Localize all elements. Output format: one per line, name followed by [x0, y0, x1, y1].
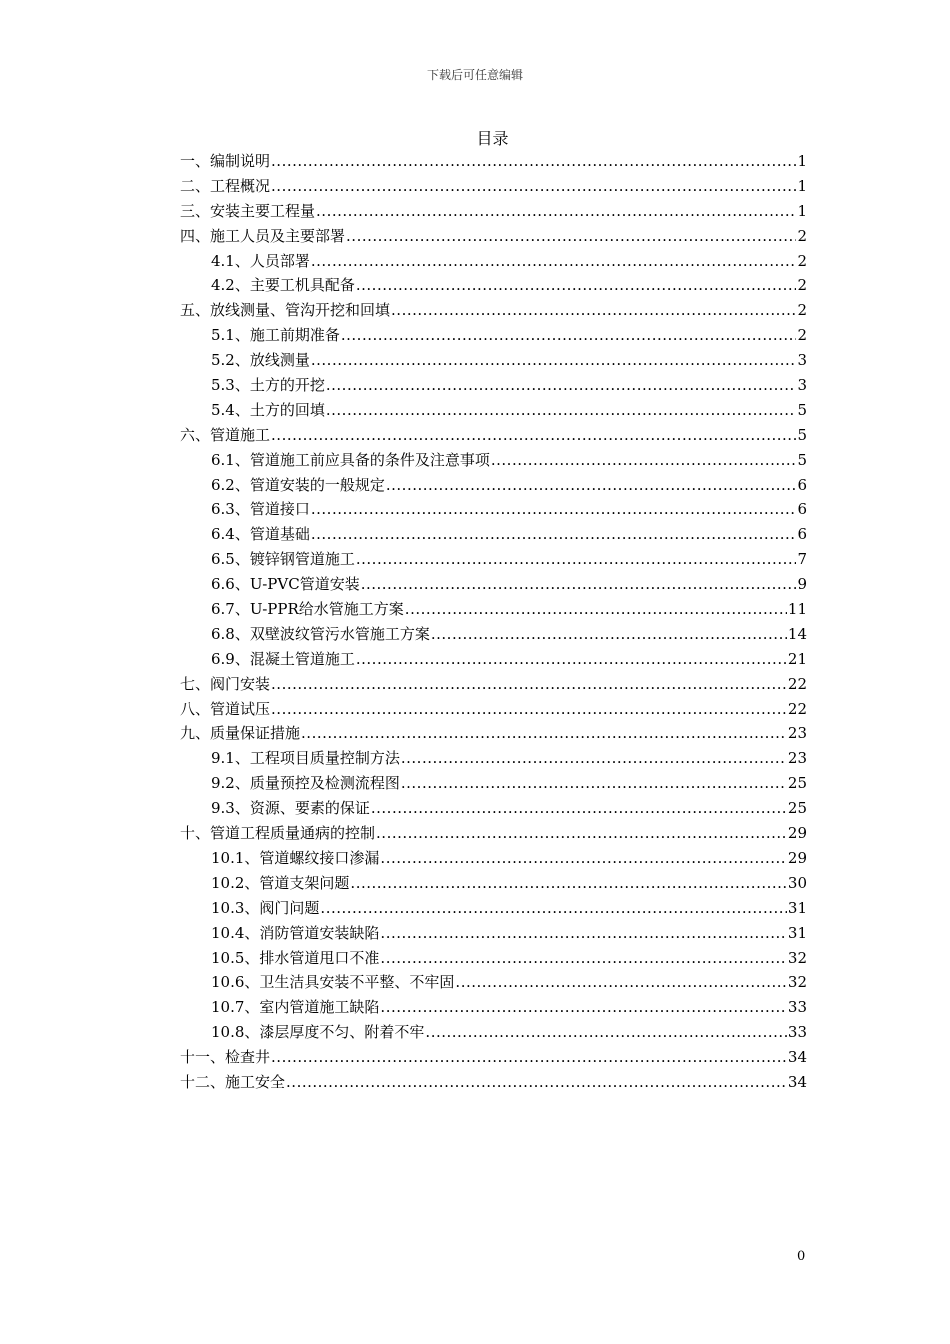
dot-leader: [380, 946, 786, 971]
toc-entry-page: 11: [787, 600, 807, 619]
toc-entry-number: 5.2、: [211, 351, 250, 370]
toc-entry-label: U-PVC管道安装: [249, 575, 360, 594]
dot-leader: [271, 672, 787, 697]
toc-entry[interactable]: [180, 597, 807, 622]
toc-entry[interactable]: [180, 224, 807, 249]
toc-entry-label: 编制说明: [210, 152, 271, 170]
toc-entry-page: 6: [797, 500, 807, 519]
toc-entry-number: 10.4、: [211, 923, 260, 942]
toc-entry-number: 9.1、: [211, 749, 250, 768]
toc-entry[interactable]: [180, 473, 807, 498]
dot-leader: [311, 497, 797, 522]
toc-entry-number: 四、: [180, 226, 211, 245]
toc-entry-page: 2: [797, 301, 807, 320]
toc-entry-number: 6.1、: [211, 450, 250, 469]
toc-entry-number: 10.1、: [211, 848, 260, 867]
toc-entry[interactable]: [180, 697, 807, 722]
toc-entry-label: 质量保证措施: [210, 724, 301, 743]
dot-leader: [346, 224, 796, 249]
toc-entry-number: 10.8、: [211, 1023, 260, 1042]
toc-entry-label: 放线测量: [249, 351, 310, 370]
dot-leader: [391, 298, 796, 323]
page-header: 下载后可任意编辑: [426, 68, 523, 82]
toc-entry-page: 34: [787, 1048, 807, 1067]
toc-entry[interactable]: [180, 746, 807, 771]
toc-entry-label: 室内管道施工缺陷: [259, 998, 380, 1017]
toc-entry[interactable]: [180, 995, 807, 1020]
dot-leader: [455, 970, 786, 995]
toc-entry-page: 22: [787, 674, 807, 693]
toc-entry-number: 4.2、: [211, 276, 250, 295]
dot-leader: [356, 547, 797, 572]
toc-entry-label: 施工人员及主要部署: [210, 226, 346, 245]
toc-entry-label: 管道安装的一般规定: [249, 475, 385, 494]
toc-entry[interactable]: [180, 298, 807, 323]
dot-leader: [341, 323, 797, 348]
toc-entry[interactable]: [180, 647, 807, 672]
dot-leader: [405, 597, 787, 622]
toc-entry-label: 工程项目质量控制方法: [249, 749, 400, 768]
toc-entry-label: 资源、要素的保证: [249, 799, 370, 818]
toc-entry[interactable]: [180, 771, 807, 796]
toc-entry[interactable]: [180, 622, 807, 647]
toc-entry-label: 混凝土管道施工: [249, 649, 355, 668]
toc-entry-label: 卫生洁具安装不平整、不牢固: [259, 973, 455, 992]
dot-leader: [326, 373, 797, 398]
dot-leader: [401, 771, 787, 796]
toc-entry-number: 6.9、: [211, 649, 250, 668]
dot-leader: [271, 174, 796, 199]
toc-entry-label: 管道施工前应具备的条件及注意事项: [249, 450, 490, 469]
toc-entry-label: 人员部署: [249, 251, 310, 270]
toc-entry-page: 31: [787, 923, 807, 942]
toc-title: 目录: [476, 129, 509, 148]
toc-entry-page: 1: [797, 176, 807, 195]
dot-leader: [311, 348, 797, 373]
toc-entry-label: 管道施工: [210, 425, 271, 444]
toc-entry-page: 2: [797, 276, 807, 295]
toc-entry-number: 10.7、: [211, 998, 260, 1017]
toc-entry[interactable]: [180, 946, 807, 971]
toc-entry[interactable]: [180, 423, 807, 448]
toc-entry-label: 漆层厚度不匀、附着不牢: [259, 1023, 425, 1042]
toc-entry-page: 25: [787, 799, 807, 818]
toc-entry-number: 6.5、: [211, 550, 250, 569]
toc-entry[interactable]: [180, 323, 807, 348]
toc-entry-label: 双壁波纹管污水管施工方案: [249, 624, 430, 643]
toc-entry-label: 管道基础: [249, 525, 310, 544]
toc-entry-page: 6: [797, 525, 807, 544]
toc-entry[interactable]: [180, 273, 807, 298]
toc-entry[interactable]: [180, 174, 807, 199]
toc-entry-page: 31: [787, 898, 807, 917]
toc-entry-number: 八、: [180, 699, 211, 718]
toc-entry-label: 阀门安装: [210, 674, 271, 693]
toc-entry-number: 6.2、: [211, 475, 250, 494]
dot-leader: [316, 199, 796, 224]
toc-entry-number: 十一、: [180, 1048, 226, 1067]
dot-leader: [491, 448, 797, 473]
toc-entry[interactable]: [180, 199, 807, 224]
toc-entry-number: 九、: [180, 724, 211, 743]
toc-entry-page: 2: [797, 251, 807, 270]
toc-entry-label: 土方的回填: [249, 400, 325, 419]
toc-entry-number: 二、: [180, 176, 211, 195]
toc-entry-page: 3: [797, 351, 807, 370]
toc-entry-number: 5.4、: [211, 400, 250, 419]
toc-entry[interactable]: [180, 249, 807, 274]
toc-entry-page: 32: [787, 973, 807, 992]
toc-entry-page: 23: [787, 724, 807, 743]
toc-entry-page: 33: [787, 1023, 807, 1042]
toc-entry-number: 10.3、: [211, 898, 260, 917]
toc-entry[interactable]: [180, 1020, 807, 1045]
toc-entry-number: 6.8、: [211, 624, 250, 643]
toc-entry[interactable]: [180, 1070, 807, 1095]
toc-entry-label: 管道螺纹接口渗漏: [259, 848, 380, 867]
toc-entry-number: 6.3、: [211, 500, 250, 519]
dot-leader: [271, 1045, 787, 1070]
toc-entry-number: 4.1、: [211, 251, 250, 270]
dot-leader: [401, 746, 787, 771]
dot-leader: [361, 572, 797, 597]
toc-entry-page: 7: [797, 550, 807, 569]
toc-entry-number: 十、: [180, 824, 211, 843]
toc-entry-number: 10.5、: [211, 948, 260, 967]
dot-leader: [271, 149, 796, 174]
toc-entry-label: 安装主要工程量: [210, 201, 316, 220]
toc-entry[interactable]: [180, 373, 807, 398]
toc-entry-label: 土方的开挖: [249, 376, 325, 395]
toc-entry[interactable]: [180, 522, 807, 547]
table-of-contents: [180, 149, 807, 1095]
dot-leader: [271, 697, 787, 722]
toc-entry-label: 检查井: [225, 1048, 271, 1067]
toc-entry-label: 管道工程质量通病的控制: [210, 824, 376, 843]
toc-entry-page: 5: [797, 400, 807, 419]
toc-entry-label: 排水管道甩口不准: [259, 948, 380, 967]
toc-entry-label: 放线测量、管沟开挖和回填: [210, 301, 391, 320]
toc-entry-label: U-PPR给水管施工方案: [249, 600, 404, 619]
toc-entry-page: 2: [797, 326, 807, 345]
toc-entry[interactable]: [180, 921, 807, 946]
toc-entry-page: 1: [797, 152, 807, 170]
toc-entry[interactable]: [180, 871, 807, 896]
dot-leader: [376, 821, 787, 846]
dot-leader: [356, 647, 787, 672]
toc-entry-page: 29: [787, 824, 807, 843]
toc-entry-page: 22: [787, 699, 807, 718]
toc-entry-number: 6.4、: [211, 525, 250, 544]
toc-entry-label: 消防管道安装缺陷: [259, 923, 380, 942]
toc-entry-page: 14: [787, 624, 807, 643]
toc-entry-number: 5.3、: [211, 376, 250, 395]
toc-entry-page: 23: [787, 749, 807, 768]
toc-entry-number: 五、: [180, 301, 211, 320]
toc-entry-label: 质量预控及检测流程图: [249, 774, 400, 793]
toc-entry[interactable]: [180, 721, 807, 746]
toc-entry-page: 5: [797, 450, 807, 469]
toc-entry-page: 6: [797, 475, 807, 494]
toc-entry[interactable]: [180, 348, 807, 373]
toc-entry-page: 29: [787, 848, 807, 867]
toc-entry[interactable]: [180, 572, 807, 597]
toc-entry-label: 镀锌钢管道施工: [249, 550, 355, 569]
toc-entry[interactable]: [180, 1045, 807, 1070]
toc-entry-page: 30: [787, 873, 807, 892]
toc-entry-page: 2: [797, 226, 807, 245]
toc-entry-label: 管道支架问题: [259, 873, 350, 892]
toc-entry-number: 一、: [180, 152, 211, 170]
dot-leader: [311, 249, 797, 274]
toc-entry-label: 施工前期准备: [249, 326, 340, 345]
toc-entry-number: 9.2、: [211, 774, 250, 793]
dot-leader: [356, 273, 797, 298]
toc-entry-page: 25: [787, 774, 807, 793]
toc-entry[interactable]: [180, 149, 807, 174]
dot-leader: [371, 796, 787, 821]
toc-entry-page: 5: [797, 425, 807, 444]
toc-entry[interactable]: [180, 896, 807, 921]
toc-entry[interactable]: [180, 821, 807, 846]
toc-entry-label: 管道接口: [249, 500, 310, 519]
toc-entry[interactable]: [180, 970, 807, 995]
toc-entry[interactable]: [180, 796, 807, 821]
toc-entry-page: 32: [787, 948, 807, 967]
dot-leader: [311, 522, 797, 547]
dot-leader: [386, 473, 797, 498]
toc-entry-number: 5.1、: [211, 326, 250, 345]
toc-entry-page: 3: [797, 376, 807, 395]
page-number: 0: [797, 1249, 806, 1264]
dot-leader: [286, 1070, 787, 1095]
toc-entry[interactable]: [180, 497, 807, 522]
toc-entry-number: 6.6、: [211, 575, 250, 594]
dot-leader: [425, 1020, 786, 1045]
toc-entry-page: 34: [787, 1072, 807, 1091]
dot-leader: [380, 846, 786, 871]
toc-entry-number: 六、: [180, 425, 211, 444]
toc-entry-number: 10.2、: [211, 873, 260, 892]
toc-entry[interactable]: [180, 846, 807, 871]
toc-entry-number: 6.7、: [211, 600, 250, 619]
toc-entry-label: 主要工机具配备: [249, 276, 355, 295]
toc-entry[interactable]: [180, 448, 807, 473]
toc-entry-number: 七、: [180, 674, 211, 693]
dot-leader: [380, 921, 786, 946]
toc-entry-label: 施工安全: [225, 1072, 286, 1091]
toc-entry-number: 十二、: [180, 1072, 226, 1091]
toc-entry[interactable]: [180, 398, 807, 423]
toc-entry-number: 三、: [180, 201, 211, 220]
toc-entry[interactable]: [180, 672, 807, 697]
toc-entry-page: 33: [787, 998, 807, 1017]
toc-entry-page: 9: [797, 575, 807, 594]
toc-entry-number: 10.6、: [211, 973, 260, 992]
toc-entry-label: 工程概况: [210, 176, 271, 195]
dot-leader: [301, 721, 787, 746]
toc-entry-label: 管道试压: [210, 699, 271, 718]
dot-leader: [431, 622, 787, 647]
dot-leader: [380, 995, 786, 1020]
dot-leader: [320, 896, 786, 921]
dot-leader: [350, 871, 786, 896]
toc-entry[interactable]: [180, 547, 807, 572]
toc-entry-page: 1: [797, 201, 807, 220]
toc-entry-page: 21: [787, 649, 807, 668]
dot-leader: [271, 423, 796, 448]
dot-leader: [326, 398, 797, 423]
toc-entry-number: 9.3、: [211, 799, 250, 818]
toc-entry-label: 阀门问题: [259, 898, 320, 917]
